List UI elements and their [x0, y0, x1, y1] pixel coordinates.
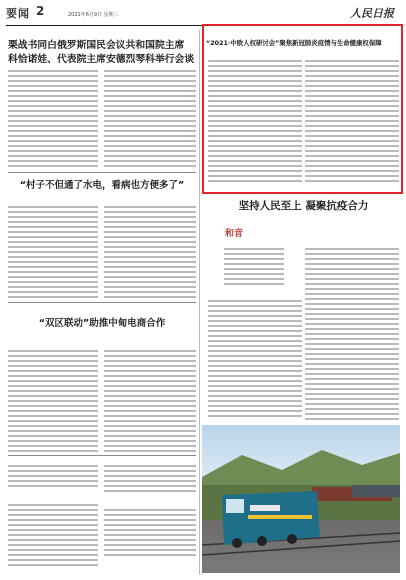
- highlighted-column-2: [305, 60, 399, 185]
- divider: [8, 172, 196, 173]
- lead-article-column-1: [8, 70, 98, 170]
- village-headline: “村子不但通了水电，看病也方便多了”: [19, 180, 185, 191]
- village-column-1: [8, 206, 98, 301]
- lead-article-column-2: [104, 70, 196, 170]
- divider: [8, 455, 196, 456]
- dual-link-headline: “双区联动”助推中甸电商合作: [38, 318, 166, 329]
- masthead: [6, 4, 400, 26]
- village-article: [8, 180, 196, 191]
- lead-headline-line2: 科恰诺娃、代表院主席安德烈琴科举行会谈: [8, 53, 195, 65]
- bottom-mid-article-a: [104, 461, 196, 495]
- editorial-column-1: [208, 300, 302, 420]
- divider: [8, 302, 196, 303]
- bottom-left-article-c: [104, 505, 196, 559]
- freight-train-illustration: [202, 425, 400, 573]
- lead-article: [8, 40, 196, 66]
- bottom-left-article-b: [8, 500, 98, 569]
- section-name: 要闻: [6, 7, 30, 20]
- dual-link-article: [8, 318, 196, 329]
- bottom-left-article-a: [8, 461, 98, 490]
- page-number: 2: [36, 4, 45, 18]
- train-photo: [202, 425, 400, 573]
- highlighted-column-1: [208, 60, 302, 185]
- dual-link-column-1: [8, 350, 98, 455]
- issue-date: 2021年6月9日 星期三: [68, 12, 119, 18]
- editorial-column-2: [305, 248, 399, 423]
- column-label: 和音: [225, 229, 244, 239]
- village-column-2: [104, 206, 196, 301]
- newspaper-logo: 人民日报: [350, 7, 394, 20]
- column-divider: [199, 30, 200, 575]
- highlighted-headline: “2021·中欧人权研讨会”聚焦新冠肺炎疫情与生命健康权保障: [206, 39, 382, 47]
- dual-link-column-2: [104, 350, 196, 455]
- lead-headline-line1: 栗战书同白俄罗斯国民会议共和国院主席: [8, 40, 185, 51]
- editorial-lead-column: [224, 248, 284, 288]
- highlighted-article: [206, 40, 401, 48]
- editorial-article: [206, 200, 401, 213]
- editorial-headline: 坚持人民至上 凝聚抗疫合力: [238, 200, 369, 212]
